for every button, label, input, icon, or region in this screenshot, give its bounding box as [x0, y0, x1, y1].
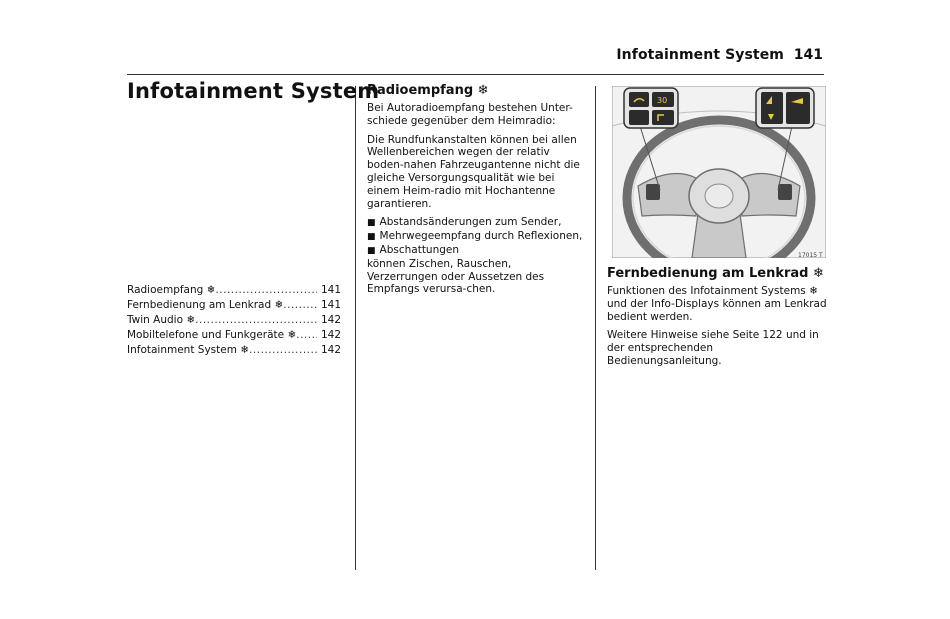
figure-label: 17015 T — [798, 252, 823, 259]
toc-page: 141 — [320, 284, 341, 296]
toc-entry-remote[interactable] — [127, 299, 341, 314]
steering-wheel-icon — [612, 86, 826, 258]
radio-paragraph-2: Die Rundfunkanstalten können bei allen Wellenbereichen wegen der relativ boden-nahen Fahrzeugantenne nicht die gleiche Versorgungsqualität wie bei einem Heim-radio mit Hochantenne garantieren. — [367, 133, 580, 210]
toc-leader — [283, 299, 317, 311]
toc-entry-twin-audio[interactable] — [127, 314, 341, 329]
remote-paragraph-1: Funktionen des Infotainment Systems ❄ und der Info-Displays können am Lenkrad bedient werden. — [607, 285, 827, 323]
radio-paragraph-1: Bei Autoradioempfang bestehen Unter-schiede gegenüber dem Heimradio: — [367, 102, 573, 127]
remote-heading: Fernbedienung am Lenkrad ❄ — [607, 266, 824, 281]
toc-entry-infotainment[interactable] — [127, 344, 341, 359]
radio-paragraph-3: können Zischen, Rauschen, Verzerrungen oder Aussetzen des Empfangs verursa-chen. — [367, 257, 545, 296]
radio-section — [367, 83, 585, 302]
button-label: 30 — [657, 96, 668, 105]
toc-leader — [249, 344, 317, 356]
radio-bullet: ■ Abstandsänderungen zum Sender, — [367, 216, 585, 230]
toc-label: Mobiltelefone und Funkgeräte ❄ — [127, 329, 297, 341]
toc-label: Fernbedienung am Lenkrad ❄ — [127, 299, 284, 311]
toc-leader — [195, 314, 317, 326]
table-of-contents — [127, 284, 341, 359]
toc-label: Infotainment System ❄ — [127, 344, 250, 356]
remote-section — [607, 266, 827, 374]
toc-page: 142 — [320, 344, 341, 356]
toc-entry-radio[interactable] — [127, 284, 341, 299]
toc-page: 142 — [320, 329, 341, 341]
toc-page: 142 — [320, 314, 341, 326]
toc-page: 141 — [320, 299, 341, 311]
header-title: Infotainment System — [616, 47, 784, 63]
header-rule — [127, 74, 824, 75]
toc-entry-mobile[interactable] — [127, 329, 341, 344]
steering-wheel-figure — [612, 86, 826, 258]
chapter-title: Infotainment System — [127, 79, 380, 103]
toc-leader — [215, 284, 317, 296]
radio-bullet: ■ Abschattungen — [367, 244, 585, 258]
column-divider-1 — [355, 86, 356, 570]
toc-label: Radioempfang ❄ — [127, 284, 216, 296]
column-divider-2 — [595, 86, 596, 570]
toc-leader — [296, 329, 317, 341]
radio-heading: Radioempfang ❄ — [367, 83, 489, 98]
radio-bullet: ■ Mehrwegeempfang durch Reflexionen, — [367, 230, 585, 244]
remote-paragraph-2: Weitere Hinweise siehe Seite 122 und in der entsprechenden Bedienungsanleitung. — [607, 329, 819, 367]
toc-label: Twin Audio ❄ — [127, 314, 196, 326]
header-page-number: 141 — [793, 47, 823, 63]
